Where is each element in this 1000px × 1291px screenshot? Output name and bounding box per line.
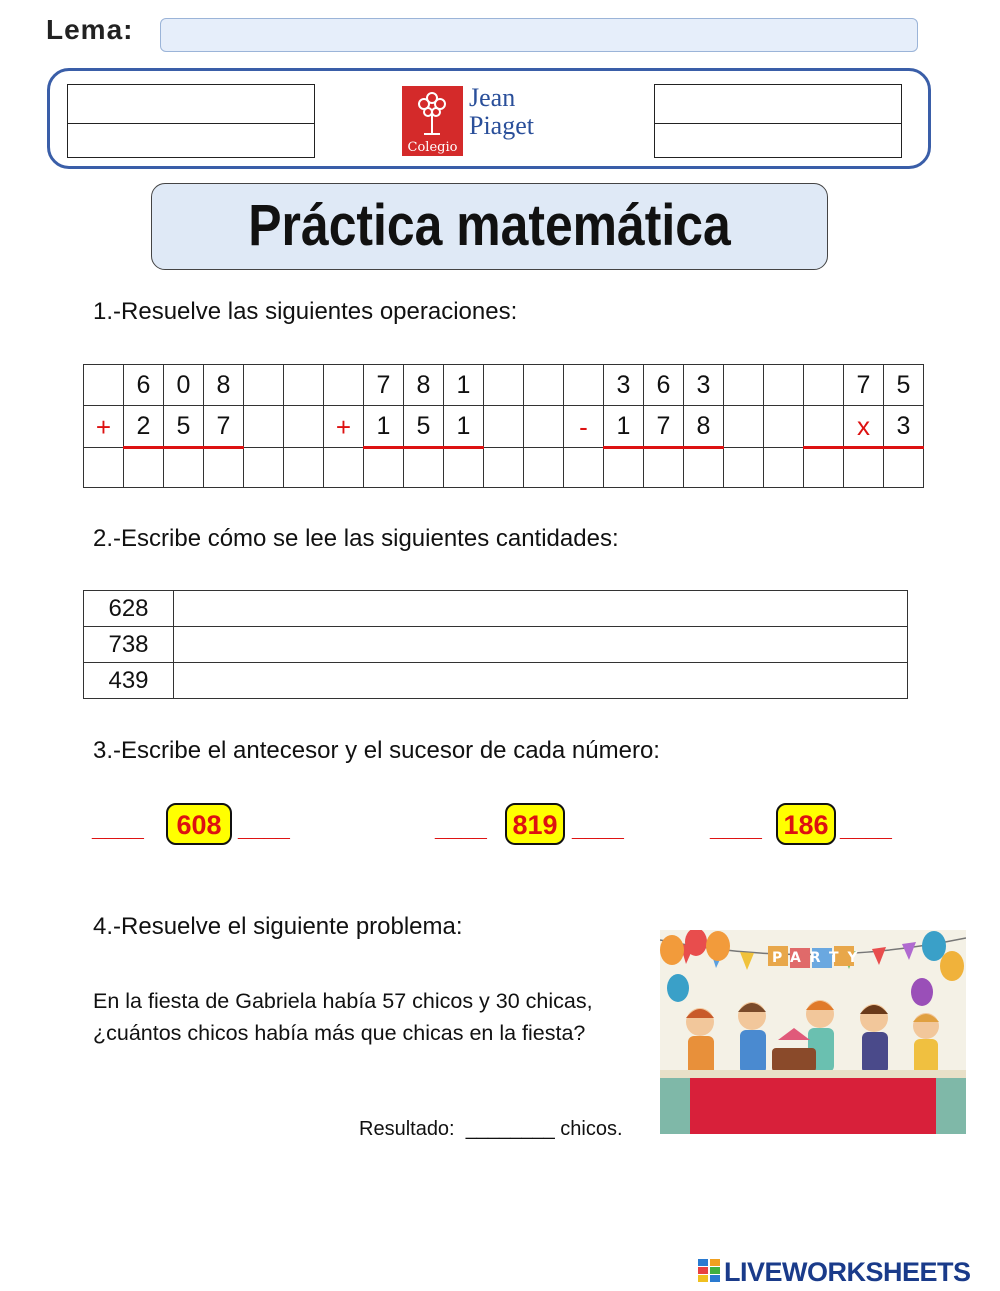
page-title: Práctica matemática [248,193,731,258]
answer-cell[interactable] [724,448,764,488]
digit-cell: 3 [604,365,644,406]
quantity-row [84,663,908,699]
digit-cell: 3 [684,365,724,406]
empty-cell [284,406,324,448]
predecessor-blank[interactable]: ____ [92,812,142,842]
answer-cell[interactable] [564,448,604,488]
successor-blank[interactable]: ____ [238,812,288,842]
answer-cell[interactable] [404,448,444,488]
answer-cell[interactable] [364,448,404,488]
answer-cell[interactable] [484,448,524,488]
op-cell [324,365,364,406]
digit-cell: 8 [204,365,244,406]
party-banner-text: PARTY [772,950,867,966]
digit-cell: 8 [404,365,444,406]
problem-statement [93,985,663,1049]
answer-cell[interactable] [844,448,884,488]
answer-cell[interactable] [204,448,244,488]
question-2-prompt: 2.-Escribe cómo se lee las siguientes cantidades: [93,525,619,552]
header-right-field-2[interactable] [657,125,901,161]
empty-cell [284,365,324,406]
header-left-field-1[interactable] [70,87,314,123]
digit-cell: 1 [364,406,404,448]
digit-cell: 6 [124,365,164,406]
answer-cell[interactable] [684,448,724,488]
school-logo-tag: Colegio [407,140,458,155]
problem-line-2: ¿cuántos chicos había más que chicas en la fiesta? [93,1021,586,1045]
digit-cell: 6 [644,365,684,406]
times-sign: x [844,406,884,448]
answer-cell[interactable] [524,448,564,488]
quantity-row [84,591,908,627]
answer-cell[interactable] [604,448,644,488]
header-right-box [654,84,902,158]
digit-cell: 1 [444,406,484,448]
digit-cell: 7 [644,406,684,448]
answer-cell[interactable] [804,448,844,488]
empty-cell [484,365,524,406]
school-logo-name-line1: Jean [469,83,516,112]
header-left-field-2[interactable] [70,125,314,161]
answer-cell[interactable] [244,448,284,488]
digit-cell: 7 [204,406,244,448]
empty-cell [724,365,764,406]
number-badge: 819 [505,803,565,845]
liveworksheets-icon [698,1259,720,1283]
quantity-number: 439 [84,663,174,699]
operations-row-answers [84,448,924,488]
quantity-number: 628 [84,591,174,627]
quantity-row [84,627,908,663]
digit-cell: 8 [684,406,724,448]
header-right-field-1[interactable] [657,87,901,123]
liveworksheets-brand[interactable]: LIVEWORKSHEETS [724,1257,971,1287]
empty-cell [724,406,764,448]
result-unit: chicos. [560,1118,623,1140]
answer-cell[interactable] [84,448,124,488]
digit-cell: 1 [444,365,484,406]
digit-cell: 0 [164,365,204,406]
question-1-prompt: 1.-Resuelve las siguientes operaciones: [93,298,518,325]
digit-cell: 5 [884,365,924,406]
empty-cell [804,406,844,448]
op-cell [84,365,124,406]
result-label: Resultado: [359,1118,455,1140]
lema-input[interactable] [160,18,918,52]
title-banner [151,183,828,270]
answer-cell[interactable] [644,448,684,488]
answer-cell[interactable] [124,448,164,488]
digit-cell: 3 [884,406,924,448]
digit-cell: 1 [604,406,644,448]
minus-sign: - [564,406,604,448]
digit-cell: 5 [164,406,204,448]
number-badge: 186 [776,803,836,845]
operations-row-bottom [84,406,924,448]
quantity-number: 738 [84,627,174,663]
empty-cell [244,365,284,406]
answer-cell[interactable] [164,448,204,488]
digit-cell: 2 [124,406,164,448]
empty-cell [804,365,844,406]
quantity-answer-field[interactable] [174,663,908,699]
result-line [359,1118,623,1141]
operations-grid [83,364,924,488]
party-illustration [660,930,966,1134]
number-badge: 608 [166,803,232,845]
quantity-answer-field[interactable] [174,627,908,663]
question-3-prompt: 3.-Escribe el antecesor y el sucesor de cada número: [93,737,660,764]
digit-cell: 5 [404,406,444,448]
plus-sign: + [84,406,124,448]
digit-cell: 7 [844,365,884,406]
answer-cell[interactable] [884,448,924,488]
answer-cell[interactable] [444,448,484,488]
answer-cell[interactable] [284,448,324,488]
empty-cell [524,365,564,406]
predecessor-blank[interactable]: ____ [710,812,760,842]
empty-cell [244,406,284,448]
school-logo-name [469,84,534,140]
problem-line-1: En la fiesta de Gabriela había 57 chicos y 30 chicas, [93,989,593,1013]
answer-cell[interactable] [764,448,804,488]
lema-label: Lema: [46,14,134,45]
operations-row-top [84,365,924,406]
digit-cell: 7 [364,365,404,406]
result-input[interactable]: ________ [465,1118,555,1140]
empty-cell [524,406,564,448]
empty-cell [484,406,524,448]
header-left-box [67,84,315,158]
empty-cell [764,406,804,448]
successor-blank[interactable]: ____ [840,812,890,842]
empty-cell [764,365,804,406]
predecessor-blank[interactable]: ____ [435,812,485,842]
plus-sign: + [324,406,364,448]
quantity-answer-field[interactable] [174,591,908,627]
answer-cell[interactable] [324,448,364,488]
quantities-table [83,590,908,699]
question-4-prompt: 4.-Resuelve el siguiente problema: [93,913,463,940]
successor-blank[interactable]: ____ [572,812,622,842]
school-logo-name-line2: Piaget [469,111,534,140]
op-cell [564,365,604,406]
